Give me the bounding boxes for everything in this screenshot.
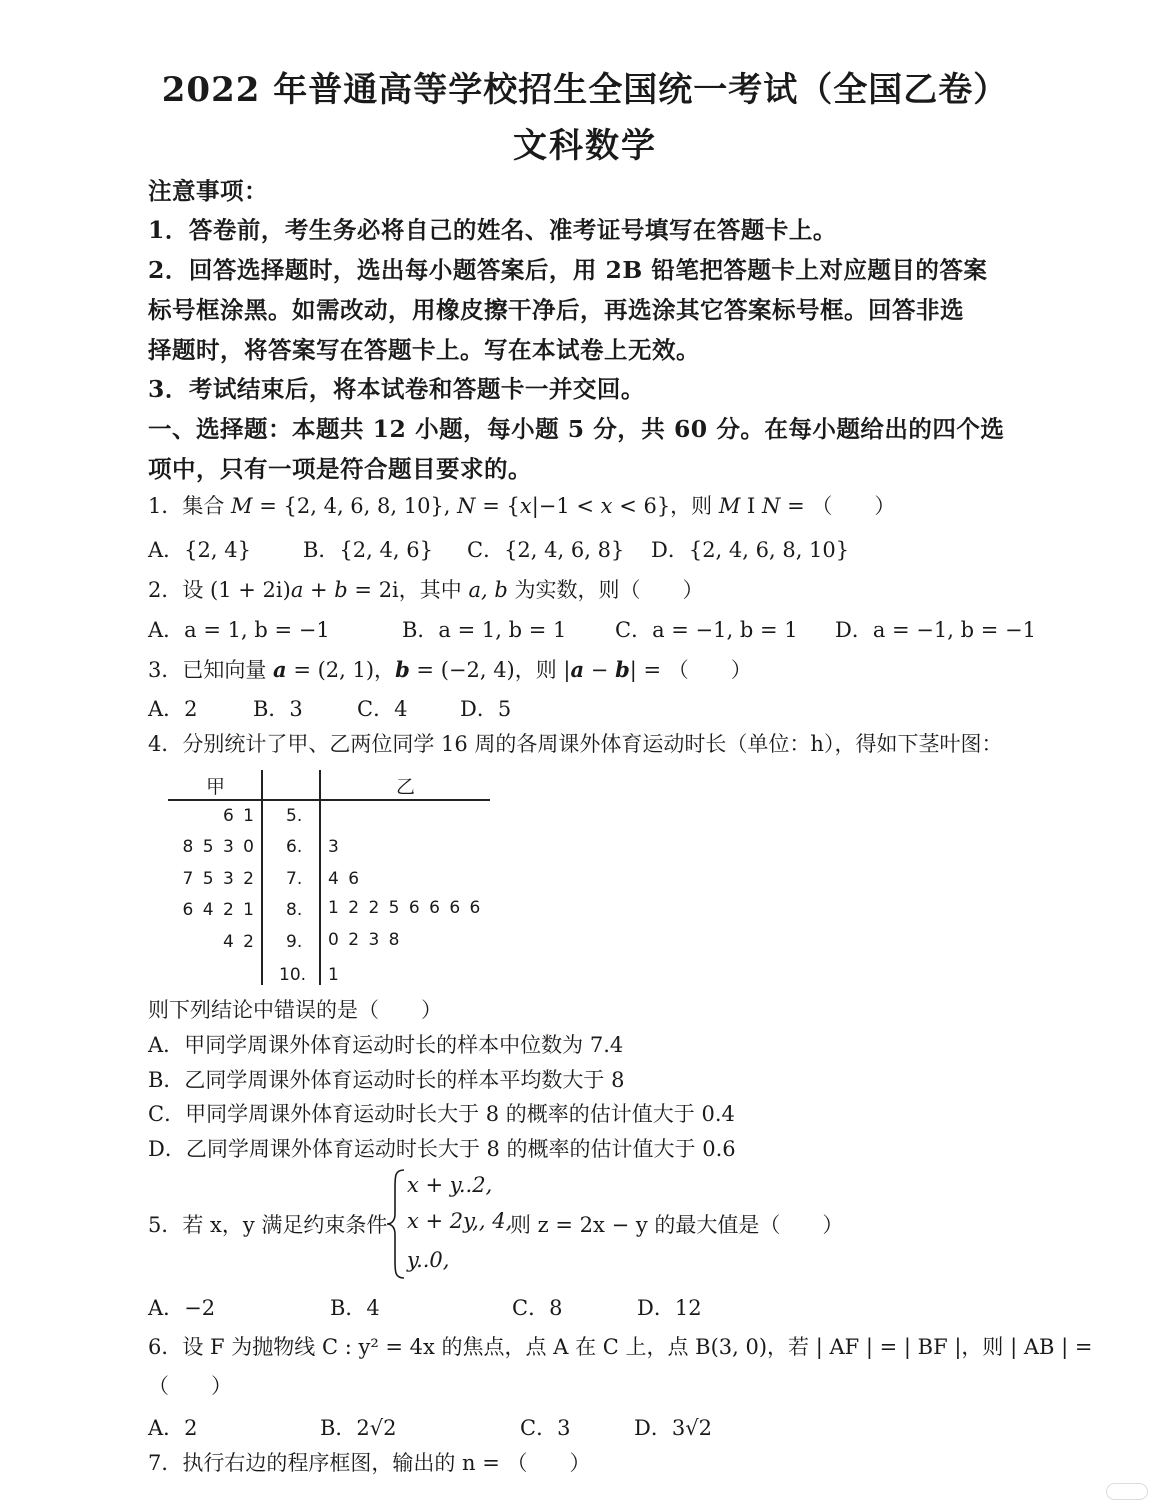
text: | = （ ） xyxy=(629,658,752,682)
text: 为实数，则（ ） xyxy=(507,578,704,602)
question-7-stem: 7．执行右边的程序框图，输出的 n = （ ） xyxy=(148,1451,591,1475)
jia-leaves: 4 2 xyxy=(222,932,256,952)
question-2-stem xyxy=(148,574,703,604)
vector-var: a xyxy=(570,657,585,682)
notice-item-2-line-2: 标号框涂黑。如需改动，用橡皮擦干净后，再选涂其它答案标号框。回答非选 xyxy=(148,296,964,324)
q3-option-c: C．4 xyxy=(357,697,408,721)
question-6-stem: 6．设 F 为抛物线 C : y² = 4x 的焦点，点 A 在 C 上，点 B(3, 0)，若 | AF | = | BF |，则 | AB | = xyxy=(148,1335,1093,1359)
stem-leaf-header-rule xyxy=(168,799,490,801)
math-var: N xyxy=(457,494,476,518)
yi-leaves: 4 6 xyxy=(328,869,362,889)
q2-option-b: B．a = 1, b = 1 xyxy=(402,618,567,642)
stem-value: 10. xyxy=(279,965,307,985)
q5-option-b: B．4 xyxy=(330,1296,380,1320)
yi-leaves: 0 2 3 8 xyxy=(328,930,402,950)
q1-option-d: D．{2, 4, 6, 8, 10} xyxy=(651,538,850,562)
text: + xyxy=(303,578,335,602)
exam-subject: 文科数学 xyxy=(513,126,657,166)
q6-option-c: C．3 xyxy=(520,1416,571,1440)
text: |−1 < xyxy=(531,494,601,518)
stem-leaf-left-rule xyxy=(261,770,263,985)
text: = { xyxy=(475,494,520,518)
math-var: a, b xyxy=(468,578,508,602)
question-1-stem xyxy=(148,490,895,520)
q6-option-b: B．2√2 xyxy=(320,1416,397,1440)
notice-item-3: 3．考试结束后，将本试卷和答题卡一并交回。 xyxy=(148,375,645,403)
text: = (−2, 4)，则 | xyxy=(409,658,571,682)
notice-item-2-line-3: 择题时，将答案写在答题卡上。写在本试卷上无效。 xyxy=(148,336,700,364)
stem-value: 9. xyxy=(286,932,303,952)
text: = {2, 4, 6, 8, 10}, xyxy=(252,494,458,518)
constraint-3: y..0, xyxy=(407,1248,450,1272)
jia-leaves: 6 1 xyxy=(222,806,256,826)
stem-value: 5. xyxy=(286,806,303,826)
section-heading-line-2: 项中，只有一项是符合题目要求的。 xyxy=(148,455,532,483)
question-4-stem: 4．分别统计了甲、乙两位同学 16 周的各周课外体育运动时长（单位：h），得如下茎叶图： xyxy=(148,732,1003,756)
stem-leaf-plot xyxy=(168,770,498,990)
notice-heading: 注意事项： xyxy=(148,177,268,205)
q2-option-a: A．a = 1, b = −1 xyxy=(148,618,330,642)
exam-title: 2022 年普通高等学校招生全国统一考试（全国乙卷） xyxy=(161,70,1009,110)
q1-option-a: A．{2, 4} xyxy=(148,538,251,562)
text: 2．设 (1 + 2i) xyxy=(148,578,291,602)
jia-leaves: 6 4 2 1 xyxy=(182,900,256,920)
q5-option-d: D．12 xyxy=(637,1296,702,1320)
text: < 6}，则 xyxy=(612,494,719,518)
question-6-bracket: （ ） xyxy=(148,1374,232,1398)
jia-leaves: 7 5 3 2 xyxy=(182,869,256,889)
q3-option-d: D．5 xyxy=(460,697,512,721)
q1-option-b: B．{2, 4, 6} xyxy=(303,538,433,562)
q6-option-d: D．3√2 xyxy=(634,1416,712,1440)
math-var: x xyxy=(519,494,532,518)
section-heading-line-1: 一、选择题：本题共 12 小题，每小题 5 分，共 60 分。在每小题给出的四个选 xyxy=(148,415,1005,443)
q2-option-c: C．a = −1, b = 1 xyxy=(615,618,798,642)
stem-value: 7. xyxy=(286,869,303,889)
notice-item-1: 1．答卷前，考生务必将自己的姓名、准考证号填写在答题卡上。 xyxy=(148,216,837,244)
q4-option-d: D．乙同学周课外体育运动时长大于 8 的概率的估计值大于 0.6 xyxy=(148,1137,736,1161)
text: = 2i，其中 xyxy=(347,578,469,602)
math-var: b xyxy=(334,578,348,602)
q3-option-a: A．2 xyxy=(148,697,198,721)
q6-option-a: A．2 xyxy=(148,1416,198,1440)
stem-value: 8. xyxy=(286,900,303,920)
text: = (2, 1)， xyxy=(286,658,396,682)
yi-leaves: 3 xyxy=(328,837,341,857)
vector-var: b xyxy=(395,657,410,682)
stem-value: 6. xyxy=(286,837,303,857)
constraint-brace-icon xyxy=(385,1168,407,1280)
q3-option-b: B．3 xyxy=(253,697,303,721)
math-var: x xyxy=(600,494,613,518)
stem-leaf-header-yi: 乙 xyxy=(396,776,416,798)
q5-option-c: C．8 xyxy=(512,1296,563,1320)
math-var: a xyxy=(290,578,304,602)
constraint-1: x + y..2, xyxy=(407,1173,493,1197)
jia-leaves: 8 5 3 0 xyxy=(182,837,256,857)
stem-leaf-header-jia: 甲 xyxy=(206,776,226,798)
notice-item-2-line-1: 2．回答选择题时，选出每小题答案后，用 2B 铅笔把答题卡上对应题目的答案 xyxy=(148,256,988,284)
stem-leaf-right-rule xyxy=(319,770,321,985)
q4-option-c: C．甲同学周课外体育运动时长大于 8 的概率的估计值大于 0.4 xyxy=(148,1102,735,1126)
question-5-stem-pre: 5．若 x，y 满足约束条件 xyxy=(148,1213,388,1237)
text: 3．已知向量 xyxy=(148,658,274,682)
yi-leaves: 1 2 2 5 6 6 6 6 xyxy=(328,898,483,918)
math-var: N xyxy=(762,494,781,518)
q4-option-a: A．甲同学周课外体育运动时长的样本中位数为 7.4 xyxy=(148,1033,624,1057)
question-3-stem xyxy=(148,654,752,684)
math-var: M xyxy=(231,494,253,518)
q5-option-a: A．−2 xyxy=(148,1296,216,1320)
constraint-2: x + 2y,, 4, xyxy=(407,1209,513,1233)
q1-option-c: C．{2, 4, 6, 8} xyxy=(467,538,625,562)
yi-leaves: 1 xyxy=(328,965,341,985)
text: = （ ） xyxy=(780,494,896,518)
question-4-ask: 则下列结论中错误的是（ ） xyxy=(148,998,442,1022)
text: 1．集合 xyxy=(148,494,232,518)
text: I xyxy=(740,494,763,518)
vector-var: a xyxy=(273,657,287,682)
watermark-stamp xyxy=(1106,1483,1148,1500)
text: − xyxy=(584,658,616,682)
q4-option-b: B．乙同学周课外体育运动时长的样本平均数大于 8 xyxy=(148,1068,625,1092)
math-var: M xyxy=(718,494,741,518)
question-5-stem-post: 则 z = 2x − y 的最大值是（ ） xyxy=(510,1213,844,1237)
vector-var: b xyxy=(615,657,630,682)
q2-option-d: D．a = −1, b = −1 xyxy=(835,618,1036,642)
